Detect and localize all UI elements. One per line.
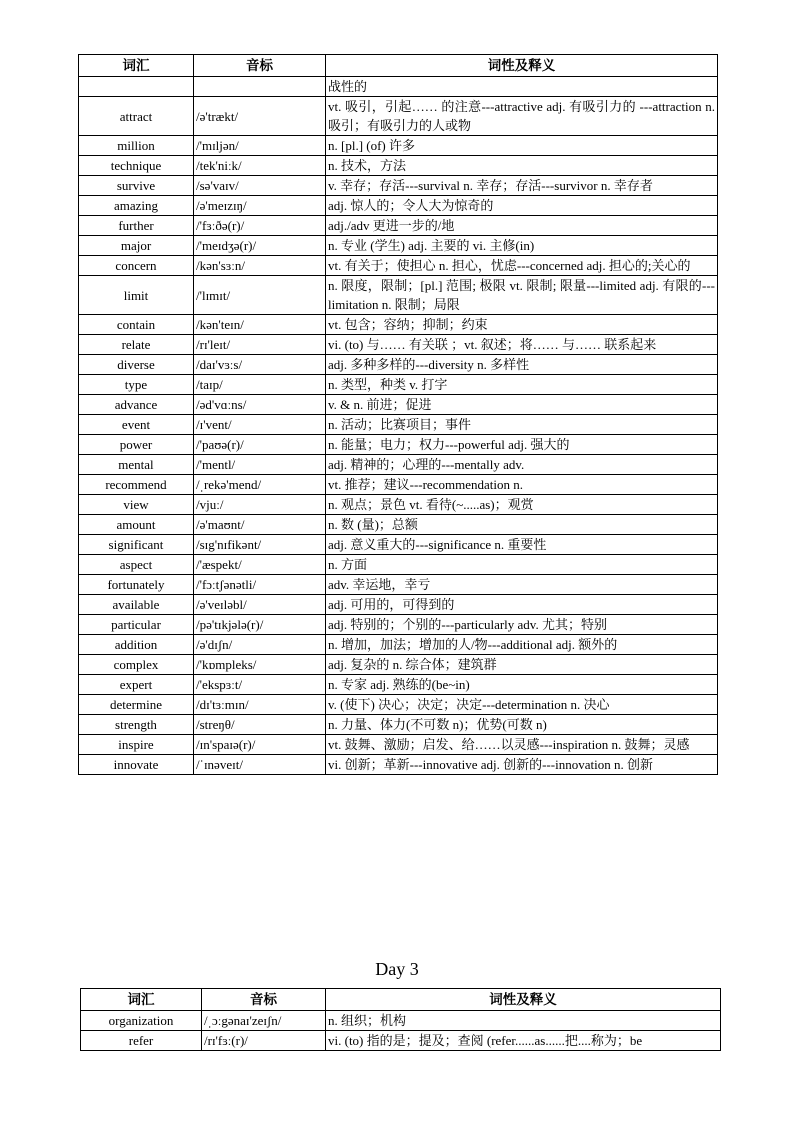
word-cell: advance — [79, 395, 194, 415]
word-cell: mental — [79, 455, 194, 475]
header-phonetic: 音标 — [194, 55, 326, 77]
definition-cell: vt. 鼓舞、激励；启发、给……以灵感---inspiration n. 鼓舞；灵感 — [326, 735, 718, 755]
table-row — [79, 575, 718, 595]
vocab-table-day3 — [80, 988, 721, 1051]
table-row — [79, 755, 718, 775]
table-row — [79, 156, 718, 176]
word-cell: fortunately — [79, 575, 194, 595]
word-cell: attract — [79, 97, 194, 136]
word-cell: relate — [79, 335, 194, 355]
definition-cell: n. 数 (量)；总额 — [326, 515, 718, 535]
definition-cell: vt. 包含；容纳；抑制；约束 — [326, 315, 718, 335]
word-cell: strength — [79, 715, 194, 735]
word-cell: concern — [79, 256, 194, 276]
header-definition: 词性及释义 — [326, 989, 721, 1011]
word-cell: organization — [81, 1011, 202, 1031]
definition-cell: vt. 有关于；使担心 n. 担心，忧虑---concerned adj. 担心的;关心的 — [326, 256, 718, 276]
word-cell: view — [79, 495, 194, 515]
phonetic-cell: /sɪg'nɪfikənt/ — [194, 535, 326, 555]
table-row — [79, 136, 718, 156]
header-phonetic: 音标 — [202, 989, 326, 1011]
definition-cell: n. 方面 — [326, 555, 718, 575]
table-row — [79, 735, 718, 755]
section-title-day3: Day 3 — [375, 959, 419, 979]
definition-cell: adj./adv 更进一步的/地 — [326, 216, 718, 236]
word-cell: significant — [79, 535, 194, 555]
word-cell: diverse — [79, 355, 194, 375]
definition-cell: v. (使下) 决心；决定；决定---determination n. 决心 — [326, 695, 718, 715]
definition-cell: n. 组织；机构 — [326, 1011, 721, 1031]
table-row — [79, 515, 718, 535]
table-row — [79, 77, 718, 97]
definition-cell: adj. 特别的；个别的---particularly adv. 尤其；特别 — [326, 615, 718, 635]
table-row — [79, 595, 718, 615]
definition-cell: v. & n. 前进；促进 — [326, 395, 718, 415]
table-row — [79, 555, 718, 575]
table-row — [79, 655, 718, 675]
phonetic-cell: /ə'dɪʃn/ — [194, 635, 326, 655]
table-header-row — [81, 989, 721, 1011]
table-row — [79, 475, 718, 495]
phonetic-cell: /ɪn'spaɪə(r)/ — [194, 735, 326, 755]
phonetic-cell: /daɪ'vɜːs/ — [194, 355, 326, 375]
table-row — [79, 715, 718, 735]
word-cell: addition — [79, 635, 194, 655]
definition-cell: v. 幸存；存活---survival n. 幸存；存活---survivor n. 幸存者 — [326, 176, 718, 196]
table-header-row — [79, 55, 718, 77]
definition-cell: n. 能量；电力；权力---powerful adj. 强大的 — [326, 435, 718, 455]
definition-cell: n. 技术，方法 — [326, 156, 718, 176]
table-row — [81, 1031, 721, 1051]
definition-cell: vi. (to) 指的是；提及；查阅 (refer......as......把....称为；be — [326, 1031, 721, 1051]
phonetic-cell: /'lɪmɪt/ — [194, 276, 326, 315]
phonetic-cell: /'paʊə(r)/ — [194, 435, 326, 455]
definition-cell: adj. 多种多样的---diversity n. 多样性 — [326, 355, 718, 375]
phonetic-cell: /'meɪdʒə(r)/ — [194, 236, 326, 256]
word-cell: contain — [79, 315, 194, 335]
word-cell: inspire — [79, 735, 194, 755]
definition-cell: n. 限度，限制；[pl.] 范围; 极限 vt. 限制; 限量---limited adj. 有限的---limitation n. 限制；局限 — [326, 276, 718, 315]
word-cell: technique — [79, 156, 194, 176]
table-row — [79, 615, 718, 635]
phonetic-cell: /tek'niːk/ — [194, 156, 326, 176]
word-cell: event — [79, 415, 194, 435]
definition-cell: n. 活动；比赛项目；事件 — [326, 415, 718, 435]
phonetic-cell: /kən'sɜːn/ — [194, 256, 326, 276]
definition-cell: n. 类型，种类 v. 打字 — [326, 375, 718, 395]
word-cell: aspect — [79, 555, 194, 575]
table-row — [81, 1011, 721, 1031]
definition-cell: vt. 吸引，引起…… 的注意---attractive adj. 有吸引力的 ---attraction n. 吸引；有吸引力的人或物 — [326, 97, 718, 136]
phonetic-cell: /ə'veɪləbl/ — [194, 595, 326, 615]
table-row — [79, 276, 718, 315]
phonetic-cell: /vjuː/ — [194, 495, 326, 515]
table-row — [79, 495, 718, 515]
table-row — [79, 375, 718, 395]
word-cell: major — [79, 236, 194, 256]
word-cell: power — [79, 435, 194, 455]
phonetic-cell: /kən'teɪn/ — [194, 315, 326, 335]
word-cell: recommend — [79, 475, 194, 495]
phonetic-cell: /'fɜːðə(r)/ — [194, 216, 326, 236]
table-row — [79, 315, 718, 335]
word-cell: amazing — [79, 196, 194, 216]
phonetic-cell: /'mentl/ — [194, 455, 326, 475]
header-word: 词汇 — [81, 989, 202, 1011]
table-row — [79, 415, 718, 435]
phonetic-cell: /ə'trækt/ — [194, 97, 326, 136]
word-cell — [79, 77, 194, 97]
definition-cell: n. 力量、体力(不可数 n)；优势(可数 n) — [326, 715, 718, 735]
header-definition: 词性及释义 — [326, 55, 718, 77]
word-cell: complex — [79, 655, 194, 675]
word-cell: type — [79, 375, 194, 395]
phonetic-cell: /rɪ'fɜː(r)/ — [202, 1031, 326, 1051]
word-cell: determine — [79, 695, 194, 715]
table-row — [79, 695, 718, 715]
phonetic-cell: /'mɪljən/ — [194, 136, 326, 156]
word-cell: refer — [81, 1031, 202, 1051]
table-row — [79, 535, 718, 555]
word-cell: million — [79, 136, 194, 156]
definition-cell: vi. 创新；革新---innovative adj. 创新的---innovation n. 创新 — [326, 755, 718, 775]
phonetic-cell: /pə'tɪkjələ(r)/ — [194, 615, 326, 635]
word-cell: expert — [79, 675, 194, 695]
table-row — [79, 635, 718, 655]
table-row — [79, 395, 718, 415]
phonetic-cell: /ˈɪnəveɪt/ — [194, 755, 326, 775]
word-cell: particular — [79, 615, 194, 635]
table-row — [79, 176, 718, 196]
phonetic-cell: /sə'vaɪv/ — [194, 176, 326, 196]
table-row — [79, 256, 718, 276]
phonetic-cell: /dɪ'tɜːmɪn/ — [194, 695, 326, 715]
definition-cell: vt. 推荐；建议---recommendation n. — [326, 475, 718, 495]
table-row — [79, 216, 718, 236]
table-row — [79, 335, 718, 355]
phonetic-cell: /'ekspɜːt/ — [194, 675, 326, 695]
phonetic-cell: /taɪp/ — [194, 375, 326, 395]
phonetic-cell: /ˌrekə'mend/ — [194, 475, 326, 495]
word-cell: available — [79, 595, 194, 615]
table-row — [79, 196, 718, 216]
word-cell: survive — [79, 176, 194, 196]
definition-cell: 战性的 — [326, 77, 718, 97]
definition-cell: n. 专业 (学生) adj. 主要的 vi. 主修(in) — [326, 236, 718, 256]
phonetic-cell: /streŋθ/ — [194, 715, 326, 735]
phonetic-cell: /ɪ'vent/ — [194, 415, 326, 435]
definition-cell: adj. 精神的；心理的---mentally adv. — [326, 455, 718, 475]
table-row — [79, 355, 718, 375]
definition-cell: adv. 幸运地，幸亏 — [326, 575, 718, 595]
header-word: 词汇 — [79, 55, 194, 77]
table-row — [79, 97, 718, 136]
definition-cell: n. [pl.] (of) 许多 — [326, 136, 718, 156]
phonetic-cell: /ə'meɪzɪŋ/ — [194, 196, 326, 216]
phonetic-cell: /ə'maʊnt/ — [194, 515, 326, 535]
word-cell: further — [79, 216, 194, 236]
table-row — [79, 675, 718, 695]
definition-cell: n. 专家 adj. 熟练的(be~in) — [326, 675, 718, 695]
phonetic-cell: /'fɔːtʃənətli/ — [194, 575, 326, 595]
definition-cell: vi. (to) 与…… 有关联 ；vt. 叙述；将…… 与…… 联系起来 — [326, 335, 718, 355]
table-row — [79, 435, 718, 455]
definition-cell: adj. 意义重大的---significance n. 重要性 — [326, 535, 718, 555]
vocab-table-day2 — [78, 54, 718, 775]
phonetic-cell: /rɪ'leɪt/ — [194, 335, 326, 355]
table-row — [79, 455, 718, 475]
definition-cell: adj. 可用的，可得到的 — [326, 595, 718, 615]
word-cell: limit — [79, 276, 194, 315]
word-cell: innovate — [79, 755, 194, 775]
phonetic-cell: /'kɒmpleks/ — [194, 655, 326, 675]
phonetic-cell — [194, 77, 326, 97]
phonetic-cell: /əd'vɑːns/ — [194, 395, 326, 415]
definition-cell: adj. 复杂的 n. 综合体；建筑群 — [326, 655, 718, 675]
phonetic-cell: /ˌɔːgənaɪ'zeɪʃn/ — [202, 1011, 326, 1031]
table-row — [79, 236, 718, 256]
definition-cell: n. 增加，加法；增加的人/物---additional adj. 额外的 — [326, 635, 718, 655]
definition-cell: n. 观点；景色 vt. 看待(~.....as)；观赏 — [326, 495, 718, 515]
word-cell: amount — [79, 515, 194, 535]
definition-cell: adj. 惊人的；令人大为惊奇的 — [326, 196, 718, 216]
phonetic-cell: /'æspekt/ — [194, 555, 326, 575]
